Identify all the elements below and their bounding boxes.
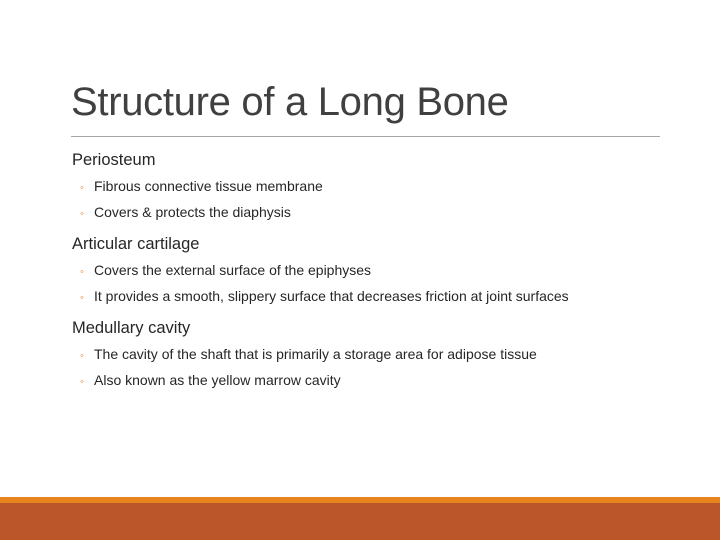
slide-title: Structure of a Long Bone (71, 80, 509, 124)
section-heading: Periosteum (72, 151, 156, 169)
bullet-text: It provides a smooth, slippery surface that decreases friction at joint surfaces (94, 287, 569, 304)
bullet-item (72, 284, 692, 310)
footer-band-main (0, 503, 720, 540)
section-heading: Articular cartilage (72, 235, 200, 253)
slide-content (72, 150, 692, 402)
bullet-list (72, 342, 692, 393)
bullet-item (72, 200, 692, 226)
bullet-item (72, 368, 692, 394)
bullet-item (72, 258, 692, 284)
ring-bullet-icon: ◦ (80, 350, 84, 362)
bullet-item (72, 342, 692, 368)
section-heading: Medullary cavity (72, 319, 191, 337)
bullet-text: The cavity of the shaft that is primarily a storage area for adipose tissue (94, 346, 537, 362)
bullet-list (72, 174, 692, 225)
bullet-text: Fibrous connective tissue membrane (94, 178, 323, 194)
ring-bullet-icon: ◦ (80, 182, 84, 194)
title-divider (71, 136, 660, 137)
ring-bullet-icon: ◦ (80, 207, 84, 220)
bullet-text: Also known as the yellow marrow cavity (94, 371, 341, 388)
bullet-text: Covers & protects the diaphysis (94, 203, 291, 220)
bullet-text: Covers the external surface of the epiphyses (94, 262, 372, 278)
ring-bullet-icon: ◦ (80, 291, 84, 304)
bullet-list (72, 258, 692, 309)
bullet-item (72, 174, 692, 200)
ring-bullet-icon: ◦ (80, 375, 84, 388)
section-medullary-cavity (72, 318, 692, 393)
ring-bullet-icon: ◦ (80, 266, 84, 278)
section-articular-cartilage (72, 234, 692, 309)
footer-band (0, 497, 720, 540)
section-periosteum (72, 150, 692, 225)
